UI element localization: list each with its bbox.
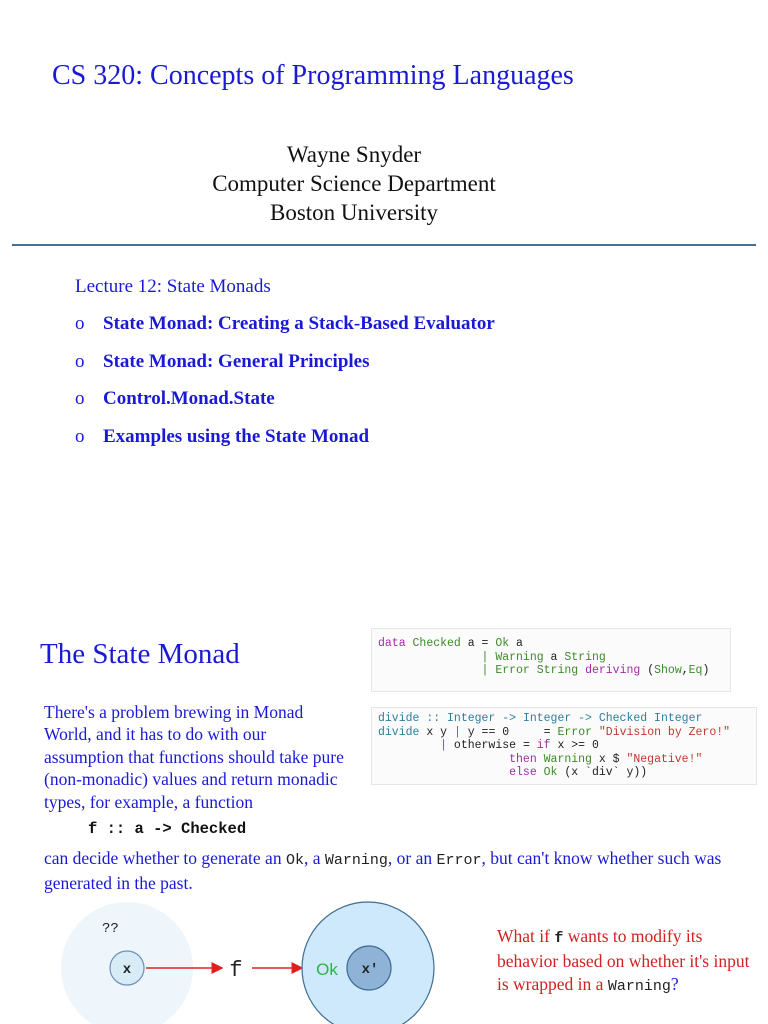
topic-item [75,351,370,373]
intro-paragraph: There's a problem brewing in Monad World, and it has to do with our assumption that functions should take pure (non-monadic) values and return monadic types, for example, a function [44,702,344,812]
topic-item [75,388,275,410]
slide-title: CS 320: Concepts of Programming Languages [52,60,574,91]
type-signature: f :: a -> Checked [88,820,247,838]
monad-diagram [0,890,480,1024]
bullet-icon: o [75,351,85,372]
topic-item [75,313,495,335]
topic-label: State Monad: Creating a Stack-Based Evaluator [103,313,495,334]
bullet-icon: o [75,388,85,409]
input-label: x [122,962,132,978]
author-name: Wayne Snyder [286,142,422,167]
topic-item [75,426,369,448]
lecture-heading: Lecture 12: State Monads [75,276,271,297]
section-title: The State Monad [40,638,240,670]
title-divider [12,244,756,246]
question-text: What if f wants to modify its behavior based on whether it's input is wrapped in a Warning? [497,926,750,995]
university-name: Boston University [269,200,439,225]
output-label: x' [361,962,379,978]
bullet-icon: o [75,313,85,334]
topic-label: Control.Monad.State [103,388,275,409]
topic-label: Examples using the State Monad [103,426,370,447]
bullet-icon: o [75,426,85,447]
function-label: f [229,958,243,983]
ok-label: Ok [316,960,338,979]
department-name: Computer Science Department [212,171,496,196]
explanation-paragraph: can decide whether to generate an Ok, a Warning, or an Error, but can't know whether such was generated in the past. [44,848,722,893]
unknown-label: ?? [102,921,119,937]
topic-label: State Monad: General Principles [103,351,370,372]
checked-datatype-code: data Checked a = Ok a | Warning a String | Error String deriving (Show,Eq) [371,628,731,692]
divide-function-code: divide :: Integer -> Integer -> Checked Integer divide x y | y == 0 = Error "Division by Zero!" | otherwise = if x >= 0 then Warning x $ "Negative!" else Ok (x `div` y)) [371,707,757,785]
